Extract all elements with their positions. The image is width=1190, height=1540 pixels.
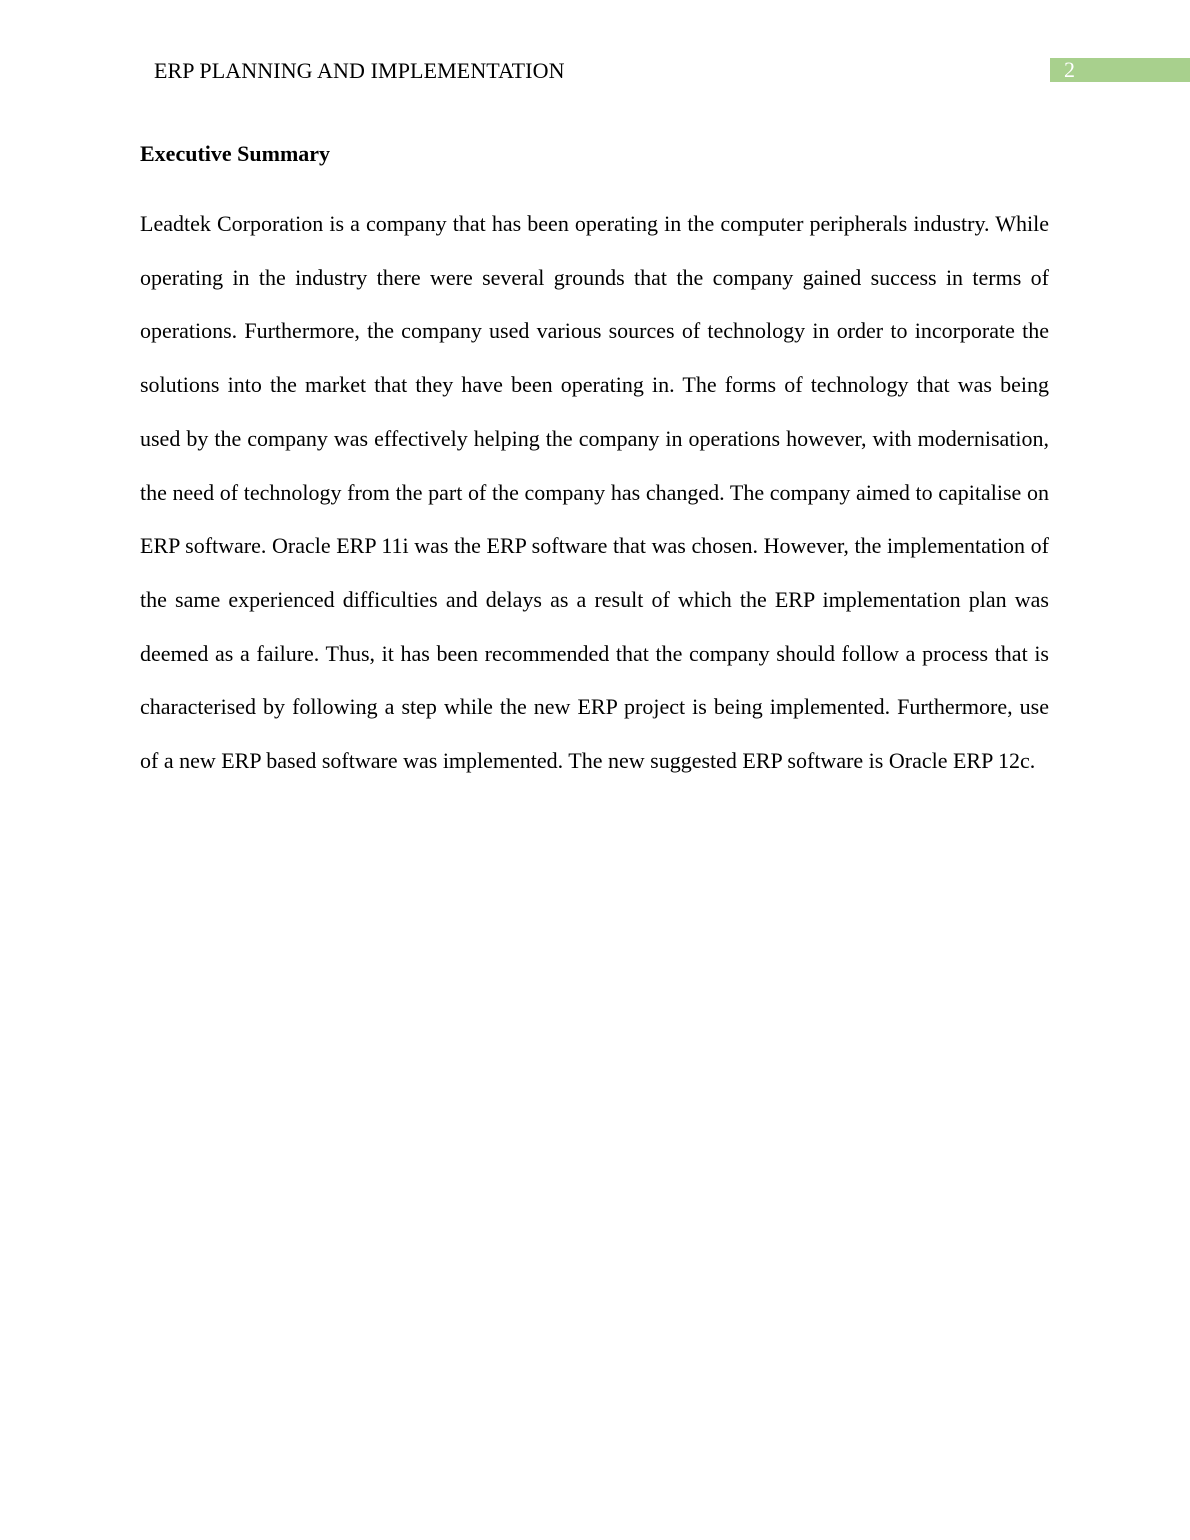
body-paragraph: Leadtek Corporation is a company that has been operating in the computer peripherals industry. While operating in the industry there were several grounds that the company gained success in terms of operations. Furthermore, the company used various sources of technology in order to incorporate the solutions into the market that they have been operating in. The forms of technology that was being used by the company was effectively helping the company in operations however, with modernisation, the need of technology from the part of the company has changed. The company aimed to capitalise on ERP software. Oracle ERP 11i was the ERP software that was chosen. However, the implementation of the same experienced difficulties and delays as a result of which the ERP implementation plan was deemed as a failure. Thus, it has been recommended that the company should follow a process that is characterised by following a step while the new ERP project is being implemented. Furthermore, use of a new ERP based software was implemented. The new suggested ERP software is Oracle ERP 12c. — [140, 211, 1049, 774]
page-number: 2 — [1064, 57, 1075, 82]
running-head: ERP PLANNING AND IMPLEMENTATION — [154, 58, 565, 83]
page-number-badge — [1050, 58, 1190, 82]
section-heading: Executive Summary — [140, 141, 331, 166]
